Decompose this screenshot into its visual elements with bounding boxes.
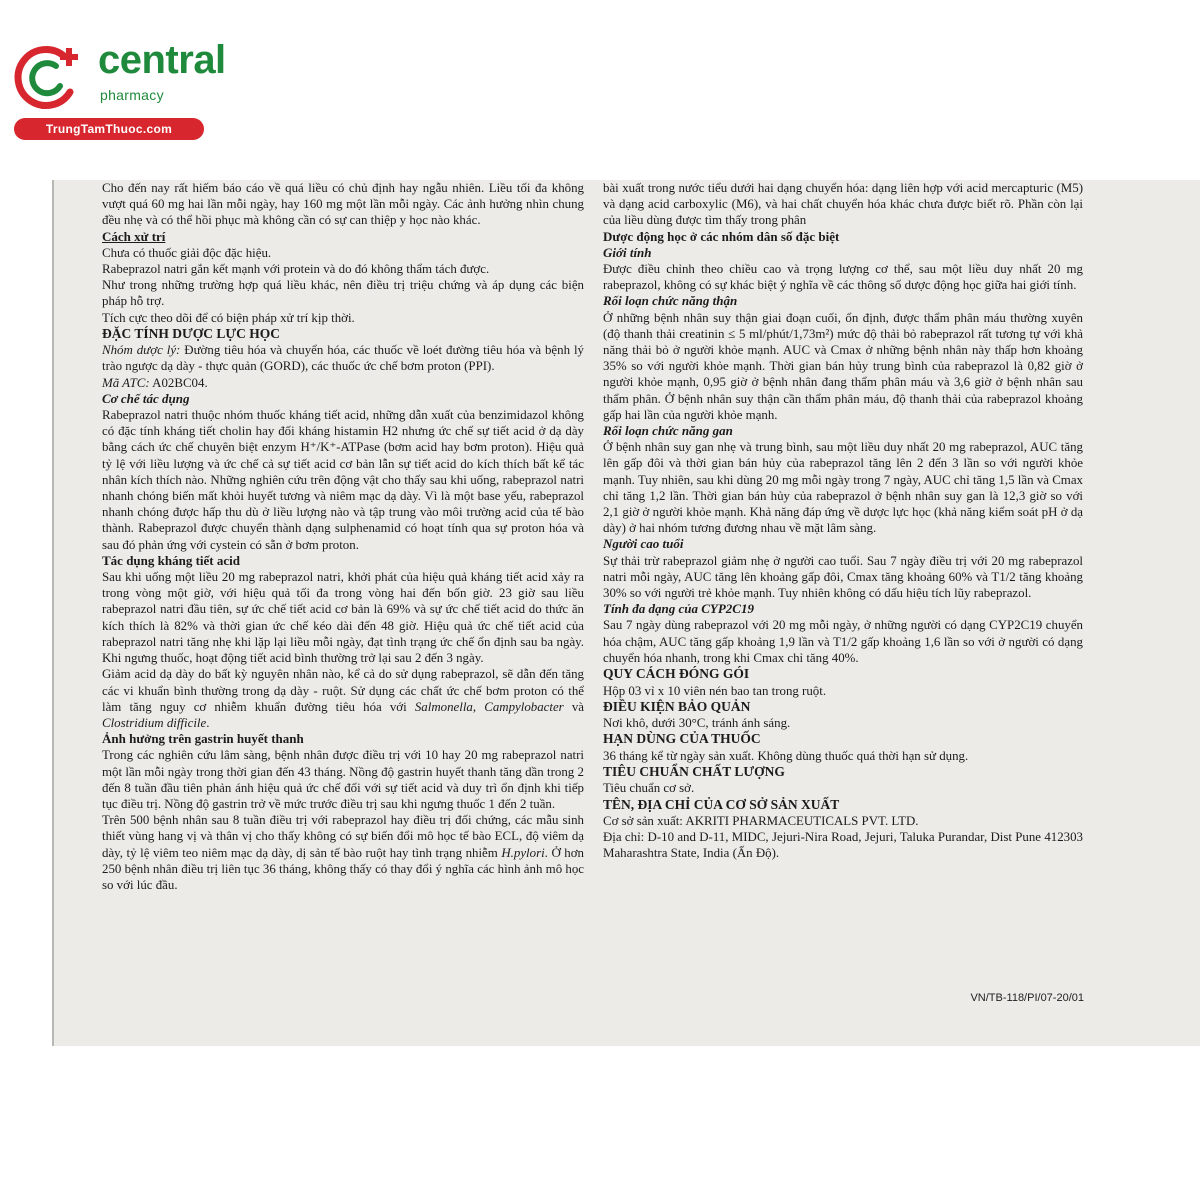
document-code: VN/TB-118/PI/07-20/01 — [970, 992, 1084, 1004]
excretion-text: bài xuất trong nước tiểu dưới hai dạng chuyển hóa: dạng liên hợp với acid mercapturic (M5) và dạng acid carboxylic (M6), và hai chất chuyển hóa khác chưa được biết rõ. Phần còn lại của liều dùng được tìm thấy trong phân — [603, 181, 1083, 228]
treatment-line-4: Tích cực theo dõi để có biện pháp xử trí kịp thời. — [102, 310, 355, 325]
heading-hepatic: Rối loạn chức năng gan — [603, 423, 733, 439]
heading-quality-standard: TIÊU CHUẨN CHẤT LƯỢNG — [603, 763, 785, 779]
mechanism-text: Rabeprazol natri thuộc nhóm thuốc kháng tiết acid, những dẫn xuất của benzimidazol không có đặc tính kháng tiết cholin hay đối kháng histamin H2 nhưng ức chế sự tiết acid ở dạ dày bằng cách ức chế chuyên biệt enzym H⁺/K⁺-ATPase (bơm acid hay bơm proton). Hiệu quả tỷ lệ với liều lượng và ức chế cả sự tiết acid cơ bản lẫn sự tiết acid do kích thích bất kể tác nhân kích thích nào. Những nghiên cứu trên động vật cho thấy sau khi uống, rabeprazol natri nhanh chóng biến mất khỏi huyết tương và niêm mạc dạ dày. Vì là một base yếu, rabeprazol nhanh chóng được hấp thu dù ở liều lượng nào và tập trung vào môi trường acid của tế bào thành. Rabeprazol được chuyển thành dạng sulphenamid có hoạt tính qua sự proton hóa và sau đó phản ứng với cystein có sẵn ở bơm proton. — [102, 408, 584, 552]
heading-mechanism: Cơ chế tác dụng — [102, 390, 190, 406]
logo-name: central — [98, 38, 226, 82]
treatment-line-1: Chưa có thuốc giải độc đặc hiệu. — [102, 245, 272, 260]
heading-storage: ĐIỀU KIỆN BẢO QUẢN — [603, 698, 751, 714]
antisecretory-text-2 — [102, 666, 584, 731]
shelf-life-text: 36 tháng kể từ ngày sản xuất. Không dùng thuốc quá thời hạn sử dụng. — [603, 748, 969, 763]
heading-gastrin: Ảnh hưởng trên gastrin huyết thanh — [102, 731, 304, 747]
heading-antisecretory: Tác dụng kháng tiết acid — [102, 552, 240, 568]
gastrin-2b: H.pylori — [501, 845, 545, 860]
manufacturer-name: Cơ sở sản xuất: AKRITI PHARMACEUTICALS PVT. LTD. — [603, 813, 919, 828]
gastrin-text-2 — [102, 812, 584, 893]
heading-treatment: Cách xử trí — [102, 228, 166, 244]
heading-pharmacodynamics: ĐẶC TÍNH DƯỢC LỰC HỌC — [102, 325, 281, 341]
gastrin-2a: Trên 500 bệnh nhân sau 8 tuần điều trị với rabeprazol hay điều trị đối chứng, các mẫu sinh thiết vùng hang vị và thân vị cho thấy không có sự biến đổi mô học tế bào ECL, độ viêm dạ dày, tỷ lệ viêm teo niêm mạc dạ dày, dị sản tế bào ruột hay tình trạng nhiễm — [102, 813, 584, 860]
heading-gender: Giới tính — [603, 244, 652, 260]
pharmacologic-group — [102, 342, 584, 374]
group-text: Đường tiêu hóa và chuyển hóa, các thuốc về loét đường tiêu hóa và bệnh lý trào ngược dạ dày - thực quản (GORD), các thuốc ức chế bơm proton (PPI). — [102, 343, 584, 374]
gastrin-text-1: Trong các nghiên cứu lâm sàng, bệnh nhân được điều trị với 10 hay 20 mg rabeprazol natri một lần mỗi ngày trong thời gian đến 43 tháng. Nồng độ gastrin huyết thanh tăng dần trong 2 đến 8 tuần đầu tiên phản ánh hiệu quả ức chế đối với sự tiết acid và duy trì ổn định khi tiếp tục điều trị. Nồng độ gastrin trở về mức trước điều trị sau khi ngưng thuốc 1 đến 2 tuần. — [102, 748, 584, 811]
heading-special-populations: Dược động học ở các nhóm dân số đặc biệt — [603, 228, 840, 244]
storage-text: Nơi khô, dưới 30°C, tránh ánh sáng. — [603, 716, 791, 731]
antisecretory-2b: Salmonella, Campylobacter — [414, 699, 564, 714]
left-column — [102, 180, 584, 893]
antisecretory-2e: . — [206, 715, 210, 730]
heading-shelf-life: HẠN DÙNG CỦA THUỐC — [603, 731, 761, 747]
overdose-text: Cho đến nay rất hiếm báo cáo về quá liều có chủ định hay ngẫu nhiên. Liều tối đa không vượt quá 60 mg hai lần mỗi ngày, hay 160 mg một lần mỗi ngày. Các ảnh hưởng nhìn chung đều nhẹ và có thể hồi phục mà không cần có sự can thiệp y học nào khác. — [102, 181, 584, 228]
antisecretory-2d: Clostridium difficile — [102, 715, 207, 730]
packaging-text: Hộp 03 vỉ x 10 viên nén bao tan trong ruột. — [603, 683, 827, 698]
treatment-line-3: Như trong những trường hợp quá liều khác, nên điều trị triệu chứng và áp dụng các biện pháp hỗ trợ. — [102, 278, 584, 309]
antisecretory-text-1: Sau khi uống một liều 20 mg rabeprazol natri, khởi phát của hiệu quả kháng tiết acid xảy ra trong vòng một giờ, với hiệu quả tối đa trong vòng hai đến bốn giờ. 23 giờ sau liều rabeprazol natri đầu tiên, sự ức chế tiết acid cơ bản là 69% và sự ức chế tiết acid do thức ăn kích thích là 82% và thời gian ức chế kéo dài đến 48 giờ. Hiệu quả ức chế tiết acid của rabeprazol natri tăng nhẹ khi lặp lại liều mỗi ngày, đạt tình trạng ức chế ổn định sau ba ngày. Khi ngưng thuốc, hoạt động tiết acid bình thường trở lại sau 2 đến 3 ngày. — [102, 570, 584, 666]
logo-tag: TrungTamThuoc.com — [14, 118, 204, 140]
gender-text: Được điều chỉnh theo chiều cao và trọng lượng cơ thể, sau một liều duy nhất 20 mg rabeprazol, không có sự khác biệt ý nghĩa về các thông số dược động học giữa hai giới tính. — [603, 262, 1083, 293]
antisecretory-2c: và — [563, 699, 585, 714]
antisecretory-2a: Giảm acid dạ dày do bất kỳ nguyên nhân nào, kể cả do sử dụng rabeprazol, sẽ dẫn đến tăng các vi khuẩn bình thường trong dạ dày - ruột. Sử dụng các chất ức chế bơm proton có thể làm tăng nguy cơ nhiễm khuẩn đường tiêu hóa với — [102, 667, 584, 714]
heading-elderly: Người cao tuổi — [603, 536, 684, 552]
gastrin-2c: . Ở hơn 250 bệnh nhân điều trị liên tục 36 tháng, không thấy có thay đổi ý nghĩa các hình ảnh mô học so với lúc đầu. — [102, 845, 585, 892]
elderly-text: Sự thải trừ rabeprazol giảm nhẹ ở người cao tuổi. Sau 7 ngày điều trị với 20 mg rabeprazol natri mỗi ngày, AUC tăng lên khoảng gấp đôi, Cmax tăng khoảng 60% và T1/2 tăng khoảng 30% so với người trẻ khỏe mạnh. Tuy nhiên không có dấu hiệu tích lũy rabeprazol. — [603, 553, 1083, 601]
leaflet-page — [52, 180, 1200, 1046]
heading-manufacturer: TÊN, ĐỊA CHỈ CỦA CƠ SỞ SẢN XUẤT — [603, 796, 840, 812]
group-label: Nhóm dược lý: — [102, 343, 181, 358]
heading-renal: Rối loạn chức năng thận — [603, 293, 738, 309]
heading-cyp2c19: Tính đa dạng của CYP2C19 — [603, 601, 754, 617]
atc-label: Mã ATC: — [102, 375, 150, 390]
brand-logo — [12, 38, 232, 138]
atc-text: A02BC04. — [149, 375, 208, 390]
quality-standard-text: Tiêu chuẩn cơ sở. — [603, 781, 695, 796]
atc-code — [102, 375, 584, 391]
heading-packaging: QUY CÁCH ĐÓNG GÓI — [603, 666, 750, 682]
manufacturer-address: Địa chỉ: D-10 and D-11, MIDC, Jejuri-Nira Road, Jejuri, Taluka Purandar, Dist Pune 412303 Maharashtra State, India (Ấn Độ). — [603, 830, 1083, 861]
central-pharmacy-logo-icon — [12, 42, 92, 112]
logo-sub: pharmacy — [100, 87, 164, 103]
hepatic-text: Ở bệnh nhân suy gan nhẹ và trung bình, sau một liều duy nhất 20 mg rabeprazol, AUC tăng lên gấp đôi và thời gian bán hủy của rabeprazol tăng lên 2 đến 3 lần so với người khỏe mạnh. Tuy nhiên, sau khi dùng 20 mg mỗi ngày trong 7 ngày, AUC chỉ tăng 1,5 lần và Cmax chỉ tăng 1,2 lần. Thời gian bán hủy của rabeprazol ở bệnh nhân suy gan là 12,3 giờ so với 2,1 giờ ở người khỏe mạnh. Khả năng đáp ứng về dược lực học (khả năng kiểm soát pH ở dạ dày) ở hai nhóm tương đương nhau về mặt lâm sàng. — [603, 440, 1083, 536]
cyp2c19-text: Sau 7 ngày dùng rabeprazol với 20 mg mỗi ngày, ở những người có dạng CYP2C19 chuyển hóa chậm, AUC tăng gấp khoảng 1,9 lần và T1/2 gấp khoảng 1,6 lần so với ở người có dạng chuyển hóa nhanh, trong khi Cmax chỉ tăng 40%. — [603, 618, 1083, 665]
renal-text: Ở những bệnh nhân suy thận giai đoạn cuối, ổn định, được thẩm phân máu thường xuyên (độ thanh thải creatinin ≤ 5 ml/phút/1,73m²) mức độ thải bỏ rabeprazol rất tương tự với khả năng thải bỏ ở người khỏe mạnh. AUC và Cmax ở những bệnh nhân này thấp hơn khoảng 35% so với người khỏe mạnh. Thời gian bán hủy trung bình của rabeprazol là 0,82 giờ ở người khỏe mạnh, 0,95 giờ ở bệnh nhân đang thẩm phân máu và 3,6 giờ ở bệnh nhân sau thẩm phân. Ở bệnh nhân suy thận cần thẩm phân máu, độ thanh thải của rabeprazol khoảng gấp hai lần của người khỏe mạnh. — [603, 310, 1083, 422]
right-column — [603, 180, 1083, 862]
treatment-line-2: Rabeprazol natri gắn kết mạnh với protein và do đó không thẩm tách được. — [102, 262, 490, 277]
